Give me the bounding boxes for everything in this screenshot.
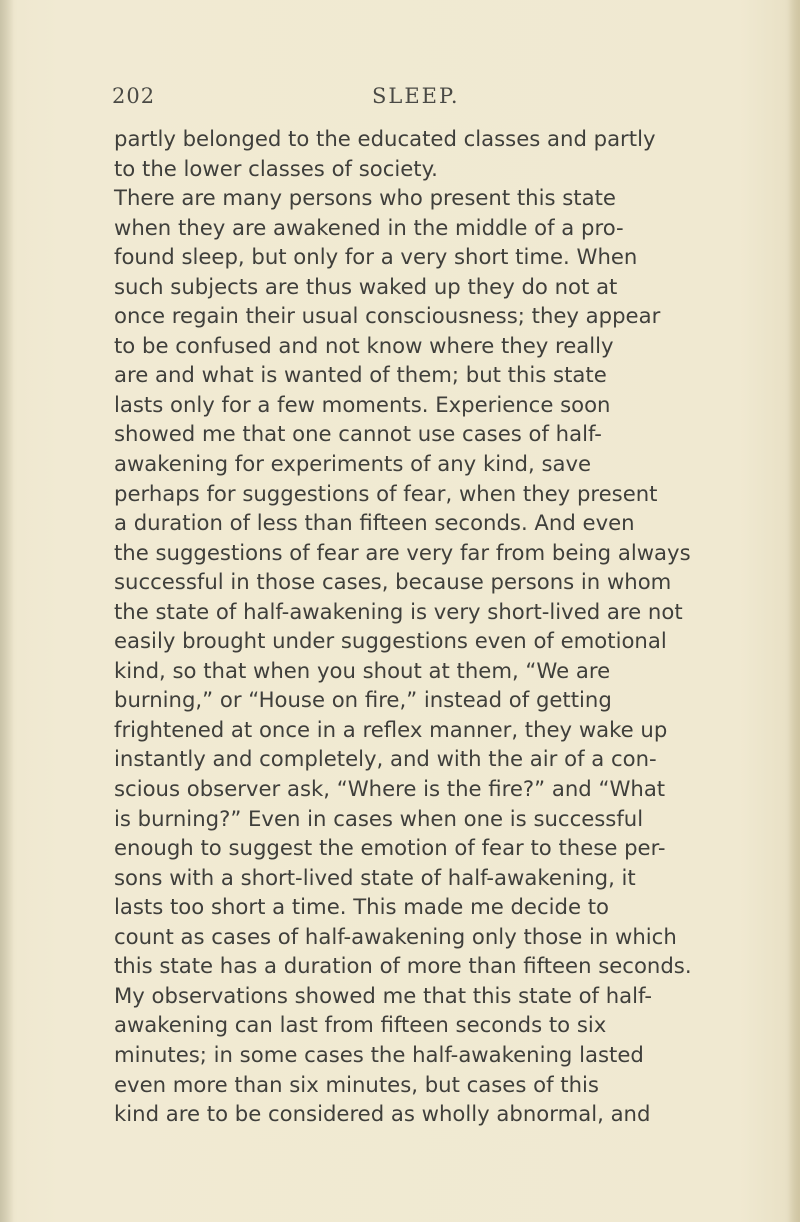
- text-line: scious observer ask, “Where is the fire?” and “What: [114, 776, 666, 802]
- text-line: even more than six minutes, but cases of this: [114, 1071, 599, 1097]
- text-line: enough to suggest the emotion of fear to these per-: [114, 835, 666, 861]
- text-line: once regain their usual consciousness; they appear: [114, 303, 661, 329]
- text-line: such subjects are thus waked up they do not at: [114, 273, 618, 299]
- page-edge-shadow: [788, 0, 800, 1222]
- text-line: the state of half-awakening is very short-lived are not: [114, 598, 683, 624]
- running-head: SLEEP.: [372, 84, 460, 108]
- text-line: partly belonged to the educated classes and partly: [114, 126, 656, 151]
- text-line: minutes; in some cases the half-awakening lasted: [114, 1041, 644, 1067]
- text-line: awakening for experiments of any kind, save: [114, 451, 592, 477]
- text-line: successful in those cases, because persons in whom: [114, 569, 672, 595]
- page-gutter-shadow: [0, 0, 14, 1222]
- text-line: showed me that one cannot use cases of half-: [114, 421, 602, 447]
- text-line: found sleep, but only for a very short time. When: [114, 244, 638, 270]
- page-header: [112, 84, 712, 114]
- text-line: instantly and completely, and with the air of a con-: [114, 746, 657, 772]
- text-line: a duration of less than fifteen seconds. And even: [114, 510, 635, 536]
- text-line: lasts only for a few moments. Experience soon: [114, 391, 611, 417]
- text-line: lasts too short a time. This made me decide to: [114, 894, 609, 920]
- text-line: the suggestions of fear are very far from being always: [114, 539, 691, 565]
- text-line: perhaps for suggestions of fear, when they present: [114, 480, 658, 506]
- text-line: sons with a short-lived state of half-awakening, it: [114, 864, 636, 890]
- text-line: to be confused and not know where they really: [114, 332, 614, 358]
- text-line: awakening can last from fifteen seconds to six: [114, 1012, 607, 1038]
- text-line: There are many persons who present this state: [114, 185, 616, 211]
- text-line: this state has a duration of more than fifteen seconds.: [114, 953, 692, 979]
- page-number: 202: [112, 84, 156, 108]
- text-line: when they are awakened in the middle of a pro-: [114, 214, 624, 240]
- text-line: is burning?” Even in cases when one is successful: [114, 805, 644, 831]
- text-line: My observations showed me that this state of half-: [114, 982, 652, 1008]
- text-line: to the lower classes of society.: [114, 155, 438, 181]
- text-line: kind are to be considered as wholly abnormal, and: [114, 1101, 651, 1127]
- text-line: burning,” or “House on fire,” instead of getting: [114, 687, 612, 713]
- text-line: count as cases of half-awakening only those in which: [114, 923, 677, 949]
- body-text: [114, 124, 714, 1129]
- text-line: easily brought under suggestions even of emotional: [114, 628, 667, 654]
- text-line: frightened at once in a reflex manner, they wake up: [114, 716, 668, 742]
- text-line: are and what is wanted of them; but this state: [114, 362, 607, 388]
- text-line: kind, so that when you shout at them, “We are: [114, 657, 611, 683]
